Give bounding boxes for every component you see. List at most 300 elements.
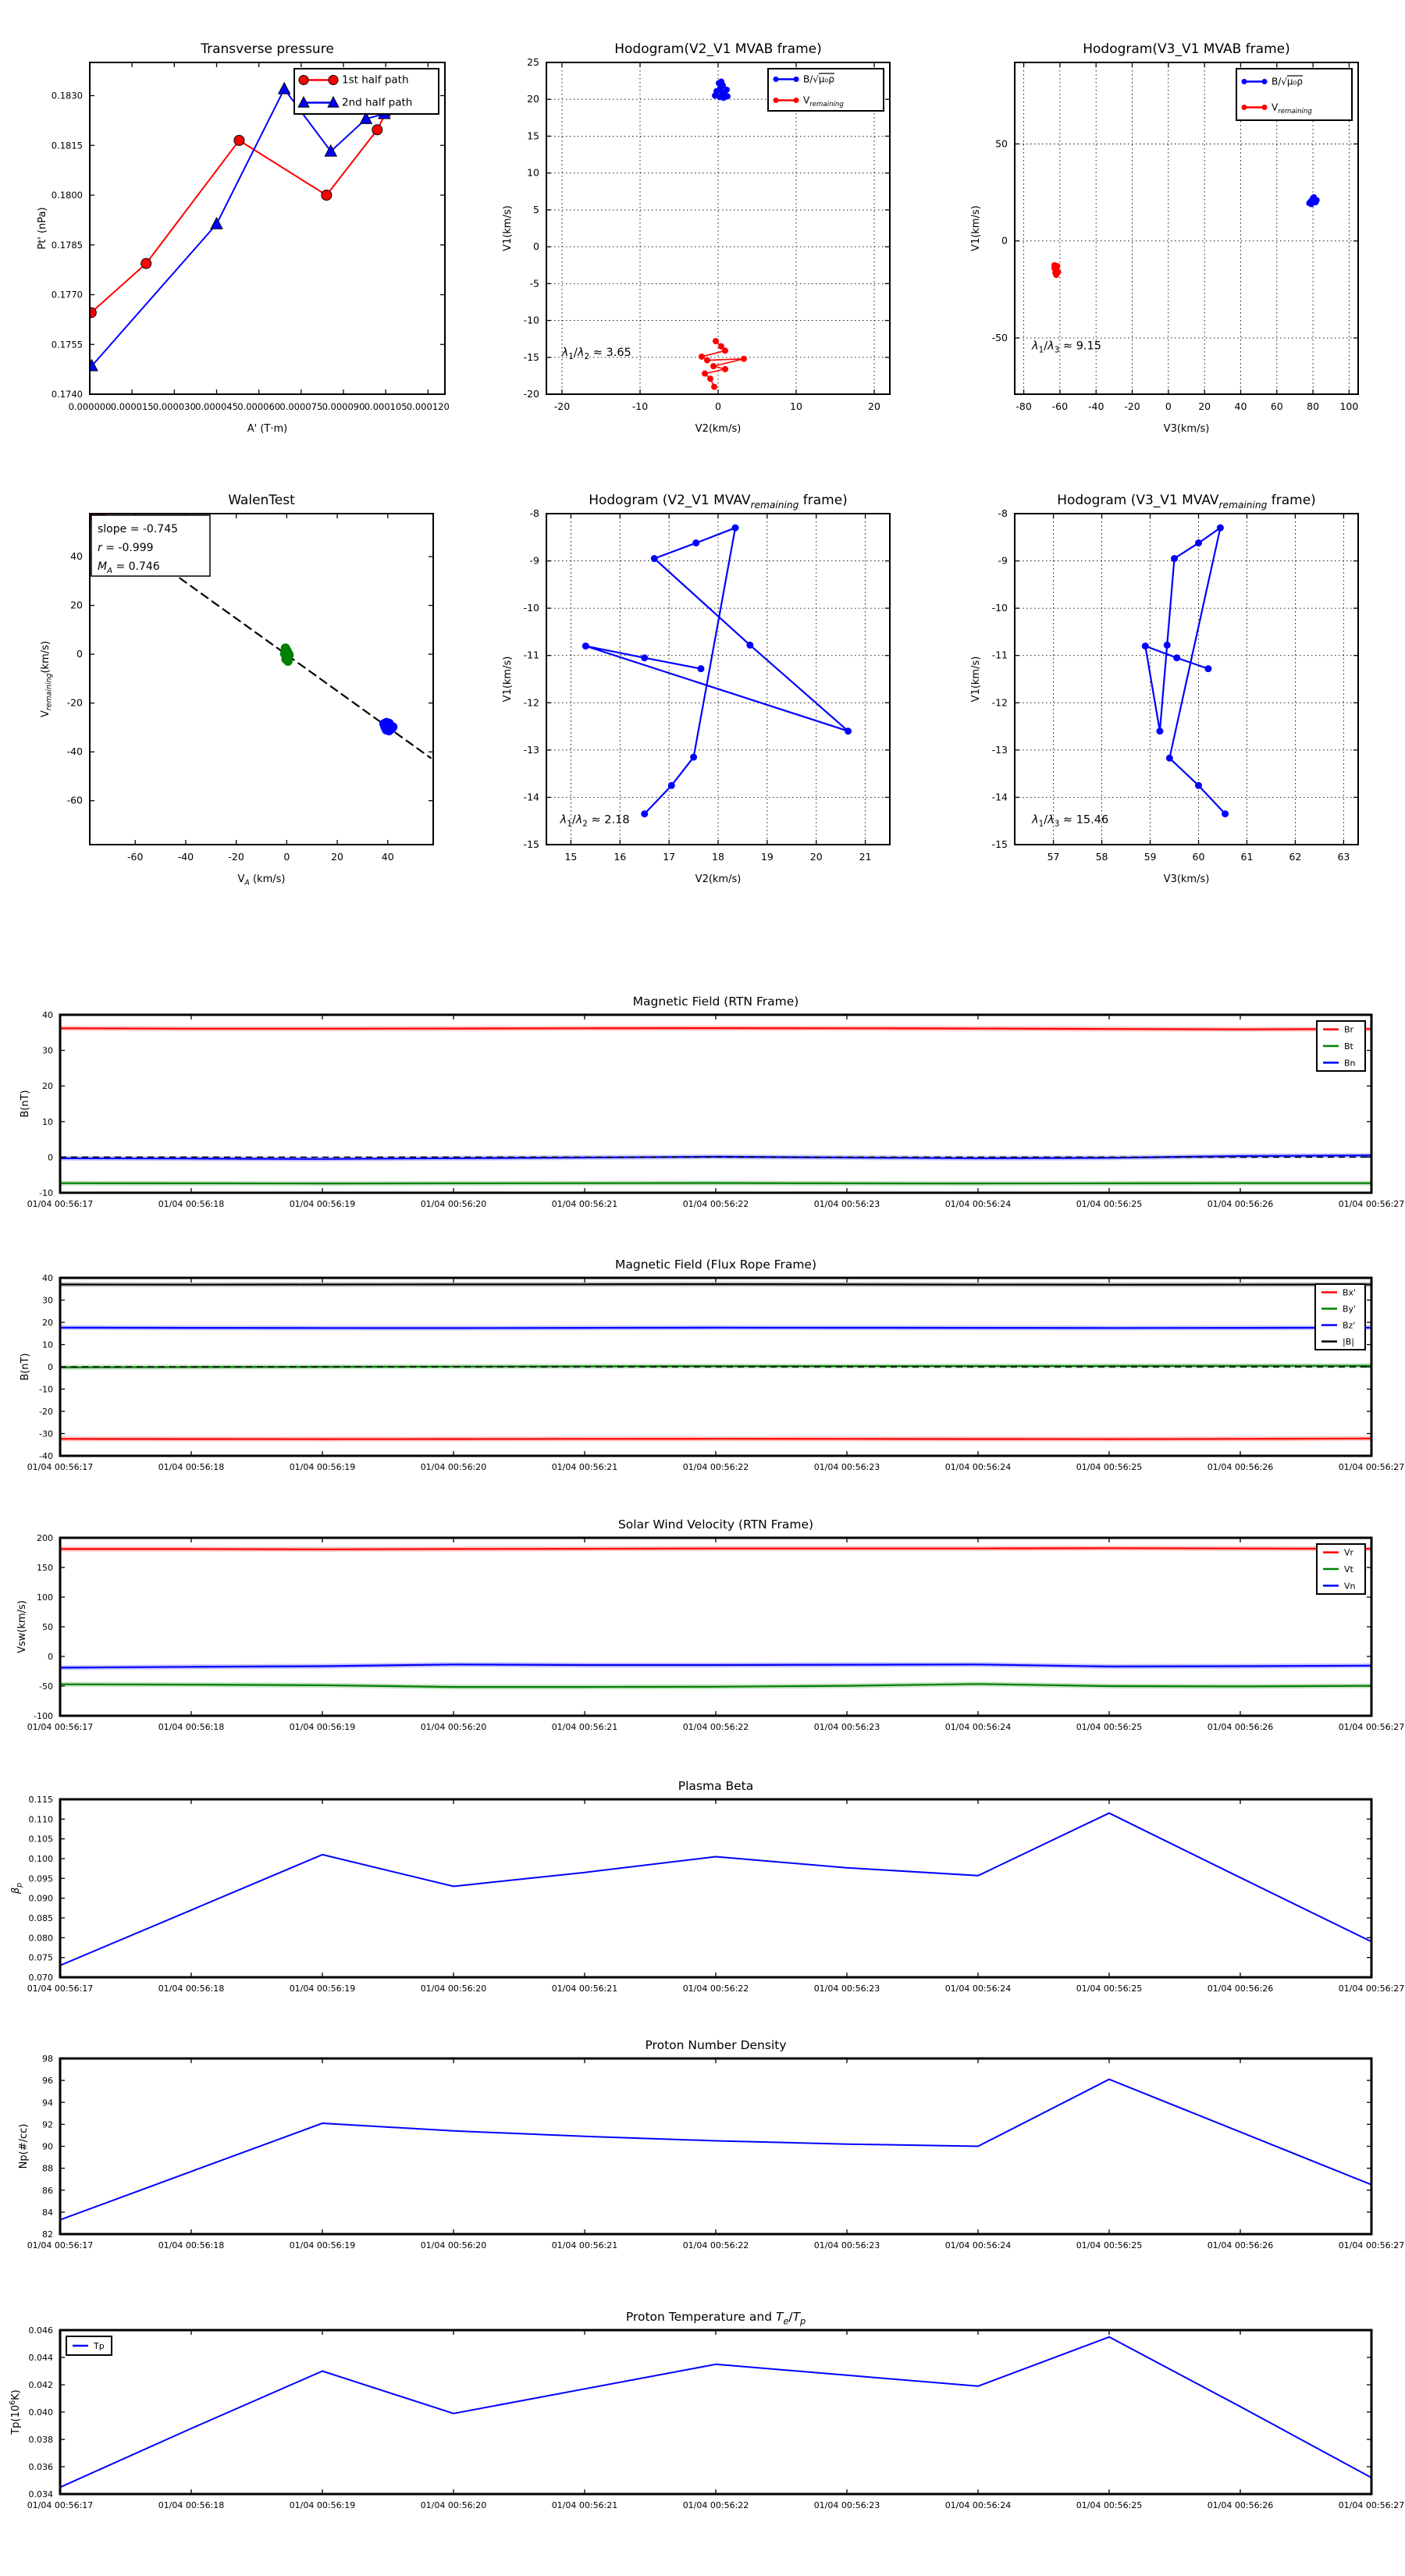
hodogram-v2v1-mvab-xlabel: V2(km/s) (695, 423, 742, 435)
x-tick-label: 63 (1337, 851, 1350, 863)
x-tick-label: 58 (1095, 851, 1108, 863)
y-tick-label: -10 (39, 1188, 53, 1198)
y-tick-label: 0.1770 (51, 289, 83, 301)
x-tick-label: 01/04 00:56:23 (813, 1984, 880, 1994)
y-tick-label: -15 (991, 838, 1008, 850)
y-tick-label: -8 (998, 507, 1008, 519)
hodogram-v2v1-mvab-title: Hodogram(V2_V1 MVAB frame) (614, 41, 822, 57)
plot-area (60, 1799, 1371, 1977)
x-tick-label: 62 (1289, 851, 1302, 863)
chart-transverse-pressure (37, 41, 450, 435)
chart-walen-test (40, 493, 433, 888)
y-tick-label: 30 (42, 1045, 53, 1056)
x-tick-label: 61 (1240, 851, 1254, 863)
solar-wind-velocity-title: Solar Wind Velocity (RTN Frame) (617, 1517, 814, 1532)
x-tick-label: -20 (553, 400, 571, 412)
hodogram-v2v1-mvab-annotation: $\lambda_1/\lambda_2 \approx 3.65$ (561, 347, 631, 362)
legend-label-1st-half-path: 1st half path (342, 73, 409, 87)
legend-box (1315, 1284, 1365, 1350)
marker-dot (1242, 79, 1247, 84)
y-tick-label: -14 (991, 791, 1008, 803)
x-tick-label: 01/04 00:56:20 (420, 2500, 487, 2510)
x-tick-label: 01/04 00:56:24 (944, 1984, 1012, 1994)
x-tick-label: 01/04 00:56:23 (813, 2240, 880, 2250)
marker-dot (1164, 642, 1171, 649)
walen-test-xlabel: $V_A$ (km/s) (237, 873, 286, 888)
x-tick-label: 0.000075 (279, 401, 323, 412)
y-tick-label: 20 (42, 1081, 53, 1092)
solar-wind-velocity-legend (1317, 1544, 1365, 1594)
x-tick-label: -80 (1016, 400, 1032, 412)
marker-dot (582, 642, 589, 649)
x-tick-label: 10 (790, 400, 802, 412)
marker-dot (1173, 654, 1180, 661)
plot-area (60, 2330, 1371, 2494)
x-tick-label: 40 (381, 851, 394, 863)
y-tick-label: 0.100 (28, 1854, 53, 1864)
legend-label-bt: Bt (1344, 1041, 1353, 1051)
legend-label-b: B/√μ₀ρ (1272, 76, 1303, 87)
plot-area (60, 1015, 1371, 1193)
x-tick-label: 01/04 00:56:24 (944, 1462, 1012, 1472)
marker-circle (234, 135, 244, 145)
x-tick-label: 01/04 00:56:18 (158, 1984, 225, 1994)
x-tick-label: 01/04 00:56:23 (813, 1462, 880, 1472)
y-tick-label: -20 (66, 696, 83, 709)
marker-dot (1204, 665, 1211, 672)
x-tick-label: 01/04 00:56:18 (158, 2240, 225, 2250)
x-tick-label: 01/04 00:56:17 (27, 1722, 94, 1732)
y-tick-label: 90 (42, 2141, 53, 2152)
hodogram-v3v1-mvab-ylabel: V1(km/s) (970, 205, 982, 251)
hodogram-v3v1-mvav-title: Hodogram (V3_V1 $MVAV_{remaining}$ frame) (1057, 493, 1316, 511)
x-tick-label: 01/04 00:56:21 (551, 1722, 618, 1732)
marker-dot (794, 98, 799, 103)
y-tick-label: 30 (42, 1295, 53, 1306)
marker-dot (668, 782, 675, 789)
chart-hodogram-v2v1-mvav (502, 493, 890, 885)
proton-temperature-title: Proton Temperature and $T_e/T_p$ (625, 2310, 806, 2327)
x-tick-label: 01/04 00:56:27 (1338, 2240, 1405, 2250)
x-tick-label: 59 (1144, 851, 1157, 863)
x-tick-label: 01/04 00:56:18 (158, 1462, 225, 1472)
x-tick-label: 01/04 00:56:24 (944, 1199, 1012, 1209)
legend-label-2nd-half-path: 2nd half path (342, 96, 413, 109)
marker-dot (722, 347, 728, 354)
proton-temperature-legend (66, 2336, 112, 2355)
chart-proton-number-density (18, 2038, 1404, 2250)
y-tick-label: -15 (523, 838, 539, 850)
marker-dot (718, 79, 724, 85)
x-tick-label: 01/04 00:56:21 (551, 2240, 618, 2250)
x-tick-label: 01/04 00:56:23 (813, 1722, 880, 1732)
x-tick-label: 01/04 00:56:25 (1076, 1722, 1143, 1732)
hodogram-v2v1-mvav-annotation: $\lambda_1/\lambda_2 \approx 2.18$ (560, 813, 630, 829)
x-tick-label: 01/04 00:56:27 (1338, 1722, 1405, 1732)
legend-label-vr: Vr (1344, 1547, 1354, 1558)
x-tick-label: 01/04 00:56:23 (813, 2500, 880, 2510)
x-tick-label: 01/04 00:56:19 (289, 1462, 356, 1472)
x-tick-label: 01/04 00:56:20 (420, 1722, 487, 1732)
y-tick-label: -10 (991, 602, 1008, 614)
y-tick-label: -13 (991, 743, 1008, 756)
magnetic-field-fluxrope-title: Magnetic Field (Flux Rope Frame) (615, 1258, 816, 1272)
x-tick-label: 01/04 00:56:19 (289, 1984, 356, 1994)
x-tick-label: 21 (859, 851, 872, 863)
y-tick-label: 50 (42, 1622, 53, 1632)
x-tick-label: 01/04 00:56:26 (1207, 2500, 1274, 2510)
x-tick-label: 01/04 00:56:25 (1076, 2500, 1143, 2510)
y-tick-label: 0.038 (28, 2435, 53, 2445)
y-tick-label: -11 (523, 649, 539, 661)
x-tick-label: 20 (809, 851, 823, 863)
y-tick-label: 86 (42, 2185, 53, 2196)
x-tick-label: 01/04 00:56:19 (289, 1199, 356, 1209)
proton-number-density-ylabel: Np(#/cc) (18, 2123, 30, 2169)
x-tick-label: -40 (1087, 400, 1104, 412)
marker-dot (1262, 79, 1268, 84)
y-tick-label: 100 (37, 1592, 53, 1603)
y-tick-label: -12 (991, 696, 1008, 709)
y-tick-label: 40 (70, 550, 83, 563)
x-tick-label: -20 (1124, 400, 1140, 412)
y-tick-label: -60 (66, 794, 83, 806)
legend-label-bn: Bn (1344, 1058, 1356, 1069)
marker-dot (724, 93, 731, 99)
hodogram-v3v1-mvab-title: Hodogram(V3_V1 MVAB frame) (1083, 41, 1290, 57)
legend-label-by: By' (1343, 1304, 1357, 1315)
y-tick-label: 92 (42, 2119, 53, 2130)
y-tick-label: 10 (527, 166, 539, 179)
marker-dot (1166, 755, 1173, 762)
hodogram-v3v1-mvav-xlabel: V3(km/s) (1163, 873, 1210, 885)
x-tick-label: -60 (1051, 400, 1069, 412)
x-tick-label: 01/04 00:56:20 (420, 1984, 487, 1994)
y-tick-label: 0.046 (28, 2325, 53, 2336)
x-tick-label: 01/04 00:56:19 (289, 2500, 356, 2510)
y-tick-label: -50 (39, 1681, 53, 1692)
x-tick-label: 01/04 00:56:27 (1338, 1199, 1405, 1209)
y-tick-label: 0.044 (28, 2353, 53, 2363)
y-tick-label: 25 (527, 56, 539, 68)
y-tick-label: -11 (991, 649, 1008, 661)
x-tick-label: 01/04 00:56:25 (1076, 1984, 1143, 1994)
x-tick-label: 57 (1047, 851, 1060, 863)
transverse-pressure-title: Transverse pressure (201, 41, 334, 57)
marker-dot (794, 76, 799, 82)
hodogram-v2v1-mvav-ylabel: V1(km/s) (502, 656, 514, 703)
x-tick-label: 15 (564, 851, 578, 863)
y-tick-label: 40 (42, 1010, 53, 1020)
marker-dot (707, 375, 713, 382)
x-tick-label: 0.000000 (68, 401, 112, 412)
x-tick-label: 01/04 00:56:22 (682, 2240, 749, 2250)
x-tick-label: 0.000105 (364, 401, 407, 412)
series-bt (60, 1183, 1371, 1184)
proton-number-density-title: Proton Number Density (645, 2038, 787, 2052)
y-tick-label: 0.090 (28, 1893, 53, 1904)
x-tick-label: 0 (1165, 400, 1172, 412)
stats-line: $M_A = 0.746$ (98, 560, 160, 575)
marker-dot (741, 356, 747, 362)
legend-label-tp: Tp (94, 2341, 105, 2351)
x-tick-label: 01/04 00:56:18 (158, 2500, 225, 2510)
marker-dot (702, 371, 708, 377)
x-tick-label: 01/04 00:56:21 (551, 1984, 618, 1994)
marker-circle (299, 76, 308, 85)
y-tick-label: -50 (991, 331, 1008, 343)
series-b (60, 1284, 1371, 1285)
x-tick-label: 01/04 00:56:26 (1207, 1722, 1274, 1732)
y-tick-label: 0.040 (28, 2407, 53, 2418)
x-tick-label: -10 (631, 400, 649, 412)
x-tick-label: 01/04 00:56:22 (682, 1199, 749, 1209)
y-tick-label: 0.105 (28, 1834, 53, 1845)
walen-test-stats-box (91, 515, 210, 576)
marker-dot (722, 366, 728, 372)
marker-dot (704, 358, 710, 364)
y-tick-label: 0.080 (28, 1933, 53, 1944)
marker-dot (711, 384, 717, 390)
chart-hodogram-v3v1-mvab (970, 41, 1358, 435)
proton-temperature-ylabel: $Tp(10^6K)$ (9, 2389, 22, 2435)
marker-dot (698, 665, 705, 672)
hodogram-v2v1-mvab-legend (768, 69, 884, 111)
y-tick-label: -20 (39, 1407, 53, 1417)
y-tick-label: 0 (533, 240, 539, 253)
x-tick-label: 0.000060 (237, 401, 281, 412)
y-tick-label: -12 (523, 696, 539, 709)
x-tick-label: 0.000120 (406, 401, 450, 412)
y-tick-label: -20 (523, 388, 539, 400)
y-tick-label: 0.070 (28, 1973, 53, 1983)
x-tick-label: 01/04 00:56:20 (420, 2240, 487, 2250)
marker-dot (732, 525, 739, 532)
magnetic-field-fluxrope-legend (1315, 1284, 1365, 1350)
y-tick-label: -8 (529, 507, 539, 519)
y-tick-label: -10 (523, 314, 539, 326)
marker-circle (141, 258, 151, 269)
x-tick-label: 80 (1307, 400, 1320, 412)
x-tick-label: 01/04 00:56:17 (27, 1462, 94, 1472)
x-tick-label: 0.000015 (110, 401, 154, 412)
y-tick-label: 0.1740 (51, 389, 83, 400)
hodogram-v2v1-mvab-ylabel: V1(km/s) (502, 205, 514, 251)
transverse-pressure-ylabel: Pt' (nPa) (37, 207, 48, 250)
x-tick-label: 0.000030 (152, 401, 196, 412)
hodogram-v2v1-mvav-title: Hodogram (V2_V1 $MVAV_{remaining}$ frame) (589, 493, 848, 511)
y-tick-label: 0.085 (28, 1913, 53, 1923)
plasma-beta-title: Plasma Beta (678, 1779, 754, 1793)
hodogram-v3v1-mvab-xlabel: V3(km/s) (1163, 423, 1210, 435)
x-tick-label: 01/04 00:56:18 (158, 1722, 225, 1732)
marker-dot (388, 722, 397, 731)
x-tick-label: 18 (712, 851, 724, 863)
chart-plasma-beta (10, 1779, 1404, 1994)
x-tick-label: 01/04 00:56:20 (420, 1199, 487, 1209)
chart-magnetic-field-fluxrope (20, 1258, 1404, 1472)
x-tick-label: 01/04 00:56:20 (420, 1462, 487, 1472)
y-tick-label: 0.1800 (51, 190, 83, 201)
y-tick-label: 0.075 (28, 1952, 53, 1963)
x-tick-label: 01/04 00:56:27 (1338, 1984, 1405, 1994)
legend-label-vn: Vn (1344, 1581, 1356, 1592)
x-tick-label: 01/04 00:56:26 (1207, 1462, 1274, 1472)
magnetic-field-rtn-legend (1317, 1021, 1365, 1071)
y-tick-label: -40 (66, 745, 83, 758)
marker-circle (322, 190, 332, 201)
x-tick-label: 01/04 00:56:17 (27, 2500, 94, 2510)
magnetic-field-rtn-title: Magnetic Field (RTN Frame) (632, 994, 799, 1009)
chart-solar-wind-velocity (16, 1517, 1404, 1732)
x-tick-label: 0 (283, 851, 290, 863)
x-tick-label: 60 (1270, 400, 1283, 412)
y-tick-label: -10 (39, 1384, 53, 1395)
marker-circle (86, 308, 96, 318)
x-tick-label: 01/04 00:56:26 (1207, 1199, 1274, 1209)
marker-dot (1142, 642, 1149, 649)
x-tick-label: 20 (331, 851, 344, 863)
y-tick-label: 20 (42, 1318, 53, 1328)
y-tick-label: 0.110 (28, 1814, 53, 1825)
x-tick-label: 01/04 00:56:17 (27, 1199, 94, 1209)
y-tick-label: 84 (42, 2207, 53, 2218)
y-tick-label: 20 (527, 93, 539, 105)
marker-dot (1222, 810, 1229, 817)
y-tick-label: 0 (76, 648, 83, 660)
marker-dot (1156, 728, 1163, 735)
marker-circle (329, 76, 338, 85)
marker-dot (699, 354, 705, 360)
y-tick-label: -14 (523, 791, 539, 803)
y-tick-label: -13 (523, 743, 539, 756)
y-tick-label: 0.1815 (51, 140, 83, 151)
marker-dot (641, 654, 648, 661)
legend-label-b: |B| (1343, 1336, 1354, 1347)
magnetic-field-rtn-ylabel: B(nT) (20, 1090, 31, 1118)
plot-area (60, 2058, 1371, 2234)
hodogram-v3v1-mvav-annotation: $\lambda_1/\lambda_3 \approx 15.46$ (1032, 813, 1109, 829)
marker-dot (724, 87, 730, 93)
marker-dot (1195, 539, 1202, 546)
marker-dot (1052, 267, 1058, 273)
marker-dot (774, 98, 779, 103)
y-tick-label: 40 (42, 1273, 53, 1283)
y-tick-label: 94 (42, 2097, 53, 2108)
hodogram-v3v1-mvav-ylabel: V1(km/s) (970, 656, 982, 703)
chart-hodogram-v2v1-mvab (502, 41, 890, 435)
y-tick-label: 50 (995, 137, 1008, 150)
x-tick-label: -20 (228, 851, 244, 863)
marker-dot (1307, 199, 1314, 205)
x-tick-label: 01/04 00:56:22 (682, 1984, 749, 1994)
x-tick-label: 01/04 00:56:21 (551, 2500, 618, 2510)
y-tick-label: 0.036 (28, 2462, 53, 2472)
marker-dot (712, 93, 718, 99)
chart-proton-temperature (9, 2310, 1404, 2510)
chart-hodogram-v3v1-mvav (970, 493, 1358, 885)
x-tick-label: 01/04 00:56:23 (813, 1199, 880, 1209)
marker-dot (1242, 105, 1247, 110)
legend-label-v-remaining: $V_{remaining}$ (1272, 101, 1312, 116)
walen-test-ylabel: $V_{remaining}(km/s)$ (40, 641, 54, 717)
x-tick-label: 01/04 00:56:24 (944, 2500, 1012, 2510)
y-tick-label: 0.115 (28, 1795, 53, 1805)
x-tick-label: 16 (614, 851, 627, 863)
y-tick-label: -9 (529, 554, 539, 567)
transverse-pressure-legend (294, 69, 439, 114)
x-tick-label: 19 (760, 851, 774, 863)
y-tick-label: 0.095 (28, 1873, 53, 1884)
x-tick-label: 01/04 00:56:26 (1207, 2240, 1274, 2250)
y-tick-label: 0 (48, 1152, 53, 1163)
y-tick-label: -15 (523, 350, 539, 363)
marker-dot (651, 555, 658, 562)
y-tick-label: 0.034 (28, 2489, 53, 2500)
x-tick-label: 0.000045 (195, 401, 238, 412)
y-tick-label: 96 (42, 2076, 53, 2087)
y-tick-label: -40 (39, 1451, 53, 1461)
x-tick-label: 01/04 00:56:25 (1076, 2240, 1143, 2250)
y-tick-label: -100 (34, 1711, 53, 1721)
x-tick-label: 17 (663, 851, 676, 863)
series-bz (60, 1328, 1371, 1329)
x-tick-label: -40 (177, 851, 194, 863)
series-vr (60, 1548, 1371, 1550)
x-tick-label: 01/04 00:56:22 (682, 2500, 749, 2510)
marker-dot (845, 728, 852, 735)
x-tick-label: 01/04 00:56:18 (158, 1199, 225, 1209)
stats-line: r = -0.999 (98, 542, 154, 554)
y-tick-label: 20 (70, 599, 83, 611)
marker-dot (746, 642, 753, 649)
y-tick-label: 10 (42, 1116, 53, 1127)
x-tick-label: 01/04 00:56:19 (289, 2240, 356, 2250)
legend-label-vt: Vt (1344, 1564, 1353, 1574)
x-tick-label: 60 (1192, 851, 1205, 863)
hodogram-v2v1-mvav-xlabel: V2(km/s) (695, 873, 742, 885)
marker-dot (641, 810, 648, 817)
x-tick-label: 0.000090 (322, 401, 365, 412)
x-tick-label: 01/04 00:56:25 (1076, 1462, 1143, 1472)
x-tick-label: 20 (868, 400, 880, 412)
marker-dot (713, 338, 719, 344)
marker-dot (1171, 555, 1178, 562)
y-tick-label: 0.1785 (51, 239, 83, 251)
x-tick-label: 20 (1198, 400, 1211, 412)
marker-dot (1262, 105, 1268, 110)
hodogram-v3v1-mvab-annotation: $\lambda_1/\lambda_3 \approx 9.15$ (1032, 340, 1101, 355)
x-tick-label: 01/04 00:56:17 (27, 1984, 94, 1994)
x-tick-label: 01/04 00:56:25 (1076, 1199, 1143, 1209)
y-tick-label: 88 (42, 2163, 53, 2174)
y-tick-label: 200 (37, 1533, 53, 1543)
y-tick-label: 15 (527, 130, 539, 142)
hodogram-v3v1-mvab-legend (1236, 69, 1352, 120)
x-tick-label: 40 (1234, 400, 1247, 412)
marker-dot (690, 753, 697, 760)
legend-label-v-remaining: $V_{remaining}$ (803, 94, 844, 109)
x-tick-label: 100 (1339, 400, 1359, 412)
marker-dot (1217, 525, 1224, 532)
y-tick-label: 0.1830 (51, 90, 83, 101)
transverse-pressure-xlabel: A' (T·m) (247, 423, 288, 435)
x-tick-label: -60 (127, 851, 144, 863)
marker-dot (710, 363, 717, 369)
marker-dot (692, 539, 699, 546)
y-tick-label: 98 (42, 2054, 53, 2064)
walen-test-title: WalenTest (228, 493, 295, 508)
